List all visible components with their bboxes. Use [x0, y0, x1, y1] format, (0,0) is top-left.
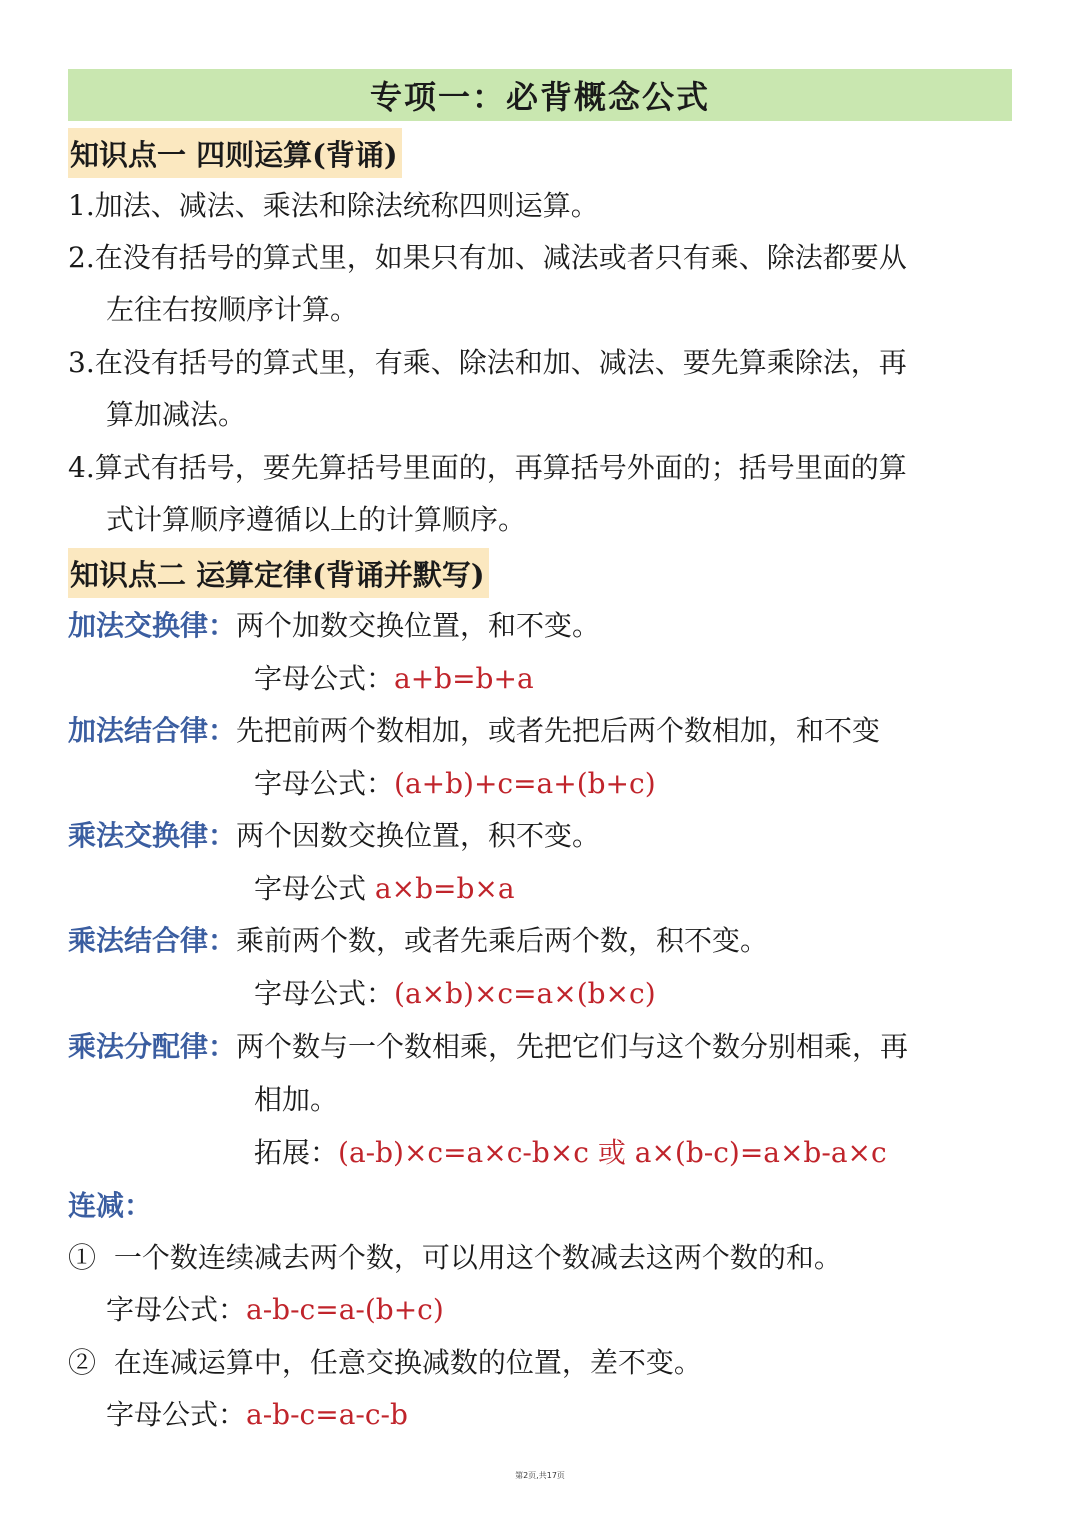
- law-description: 乘前两个数，或者先乘后两个数，积不变。: [236, 924, 769, 957]
- law-formula-line: [254, 764, 656, 804]
- subtraction-rule: 在连减运算中，任意交换减数的位置，差不变。: [113, 1346, 702, 1379]
- formula: a+b=b+a: [394, 662, 534, 695]
- law-name: 乘法交换律：: [68, 819, 237, 852]
- law-multiplication-commutative: [68, 816, 600, 856]
- formula-label: 字母公式：: [254, 662, 395, 695]
- rule-item-4-cont: 式计算顺序遵循以上的计算顺序。: [106, 503, 527, 536]
- page-title: 专项一：必背概念公式: [68, 69, 1012, 121]
- law-addition-associative: [68, 711, 880, 751]
- formula: (a×b)×c=a×(b×c): [394, 977, 656, 1010]
- law-description-cont: 相加。: [254, 1083, 339, 1116]
- formula-label: 字母公式：: [254, 767, 395, 800]
- formula-label: 字母公式: [254, 872, 367, 905]
- rule-item-2-cont: 左往右按顺序计算。: [106, 293, 359, 326]
- formula: (a-b)×c=a×c-b×c: [338, 1136, 589, 1169]
- formula: (a+b)+c=a+(b+c): [394, 767, 656, 800]
- formula-label: 字母公式：: [254, 977, 395, 1010]
- formula-label: 拓展：: [254, 1136, 339, 1169]
- page-number: 第2页,共17页: [515, 1471, 565, 1480]
- law-description: 两个因数交换位置，积不变。: [236, 819, 601, 852]
- subtraction-item-2: [68, 1343, 702, 1383]
- law-distributive: [68, 1027, 908, 1067]
- law-multiplication-associative: [68, 921, 768, 961]
- formula-or: 或: [597, 1136, 626, 1169]
- formula: a-b-c=a-(b+c): [246, 1293, 444, 1326]
- formula: a-b-c=a-c-b: [246, 1398, 408, 1431]
- formula-2: a×(b-c)=a×b-a×c: [634, 1136, 887, 1169]
- law-description: 两个数与一个数相乘，先把它们与这个数分别相乘，再: [236, 1030, 909, 1063]
- section-heading-2: 知识点二 运算定律(背诵并默写): [68, 548, 489, 598]
- law-formula-line: [254, 659, 534, 699]
- law-formula-line: [254, 869, 515, 909]
- law-name: 乘法分配律：: [68, 1030, 237, 1063]
- law-description: 两个加数交换位置，和不变。: [236, 609, 601, 642]
- rule-item-3-cont: 算加减法。: [106, 398, 247, 431]
- formula-label: 字母公式：: [106, 1398, 247, 1431]
- law-description: 先把前两个数相加，或者先把后两个数相加，和不变: [236, 714, 881, 747]
- subtraction-formula-line: [106, 1290, 444, 1330]
- list-marker: ②: [68, 1346, 97, 1379]
- rule-item-2: 2.在没有括号的算式里，如果只有加、减法或者只有乘、除法都要从: [68, 241, 907, 274]
- subtraction-formula-line: [106, 1395, 408, 1435]
- rule-item-3: 3.在没有括号的算式里，有乘、除法和加、减法、要先算乘除法，再: [68, 346, 907, 379]
- rule-item-4: 4.算式有括号，要先算括号里面的，再算括号外面的；括号里面的算: [68, 451, 907, 484]
- formula-label: 字母公式：: [106, 1293, 247, 1326]
- formula: a×b=b×a: [374, 872, 515, 905]
- law-name: 加法交换律：: [68, 609, 237, 642]
- law-formula-line: [254, 974, 656, 1014]
- law-addition-commutative: [68, 606, 600, 646]
- section-heading-1: 知识点一 四则运算(背诵): [68, 128, 402, 178]
- subtraction-heading: 连减：: [68, 1189, 153, 1222]
- list-marker: ①: [68, 1241, 97, 1274]
- law-formula-line: [254, 1133, 887, 1173]
- subtraction-item-1: [68, 1238, 842, 1278]
- law-name: 加法结合律：: [68, 714, 237, 747]
- subtraction-rule: 一个数连续减去两个数，可以用这个数减去这两个数的和。: [113, 1241, 842, 1274]
- rule-item-1: 1.加法、减法、乘法和除法统称四则运算。: [68, 189, 599, 222]
- law-name: 乘法结合律：: [68, 924, 237, 957]
